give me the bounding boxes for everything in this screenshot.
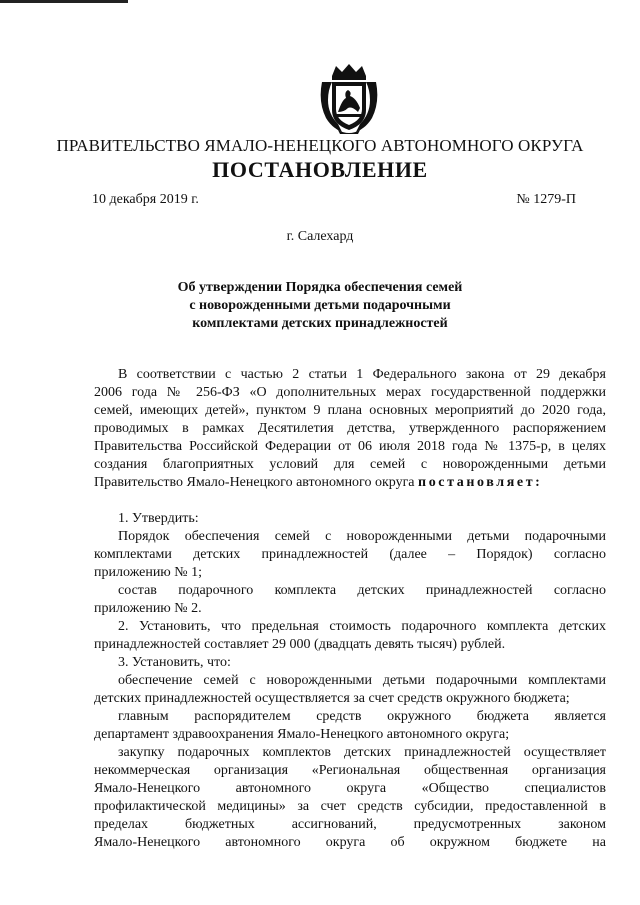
preamble-last-text: Правительство Ямало-Ненецкого автономного округа [94,475,415,490]
item-1a-line: приложению № 1; [94,565,203,580]
item-1-heading: 1. Утвердить: [118,511,199,526]
document-subject [0,279,640,333]
item-3-heading: 3. Установить, что: [118,655,231,670]
coat-of-arms-icon [318,62,380,134]
item-2-line: принадлежностей составляет 29 000 (двадцать девять тысяч) рублей. [94,637,506,652]
item-3b-line: главным распорядителем средств окружного бюджета является [118,709,606,724]
subject-line: комплектами детских принадлежностей [192,316,448,331]
preamble-line: В соответствии с частью 2 статьи 1 Федерального закона от 29 декабря [118,367,606,382]
item-2-line: 2. Установить, что предельная стоимость подарочного комплекта детских [118,619,606,634]
preamble-last-line [94,474,606,491]
preamble-line: создания благоприятных условий для семей с новорожденными детьми [94,457,606,472]
document-type-title: ПОСТАНОВЛЕНИЕ [212,157,428,182]
subject-line: с новорожденными детьми подарочными [189,298,451,313]
document-number: № 1279-П [516,192,576,207]
preamble-line: 2006 года № 256-ФЗ «О дополнительных мерах государственной поддержки [94,385,606,400]
item-3b-line: департамент здравоохранения Ямало-Ненецкого автономного округа; [94,727,510,742]
item-3c-line: профилактической медицины» за счет средств субсидии, предоставленной в [94,799,606,814]
item-3a-line: обеспечение семей с новорожденными детьми подарочными комплектами [118,673,606,688]
item-3a-line: детских принадлежностей осуществляется за счет средств окружного бюджета; [94,691,570,706]
subject-line: Об утверждении Порядка обеспечения семей [177,280,463,295]
item-3c-line: Ямало-Ненецкого автономного округа «Общество специалистов [94,781,606,796]
item-3c-line: Ямало-Ненецкого автономного округа об окружном бюджете на [94,835,606,850]
item-3c-line: пределах бюджетных ассигнований, предусмотренных законом [94,817,606,832]
item-1b-line: состав подарочного комплекта детских принадлежностей согласно [118,583,606,598]
item-3c-line: закупку подарочных комплектов детских принадлежностей осуществляет [118,745,606,760]
preamble-line: проводимых в рамках Десятилетия детства, утвержденного распоряжением [94,421,606,436]
document-date: 10 декабря 2019 г. [92,192,199,207]
preamble-line: семей, имеющих детей», пунктом 9 плана основных мероприятий до 2020 года, [94,403,606,418]
scan-edge-mark [0,0,128,3]
government-name: ПРАВИТЕЛЬСТВО ЯМАЛО-НЕНЕЦКОГО АВТОНОМНОГО ОКРУГА [56,136,584,155]
item-1a-line: Порядок обеспечения семей с новорожденными детьми подарочными [118,529,606,544]
document-city: г. Салехард [286,229,354,244]
item-1a-line: комплектами детских принадлежностей (далее – Порядок) согласно [94,547,606,562]
item-3c-line: некоммерческая организация «Региональная общественная организация [94,763,606,778]
item-1b-line: приложению № 2. [94,601,202,616]
decree-word: постановляет: [418,475,543,490]
preamble-line: Правительства Российской Федерации от 06 июля 2018 года № 1375-р, в целях [94,439,606,454]
